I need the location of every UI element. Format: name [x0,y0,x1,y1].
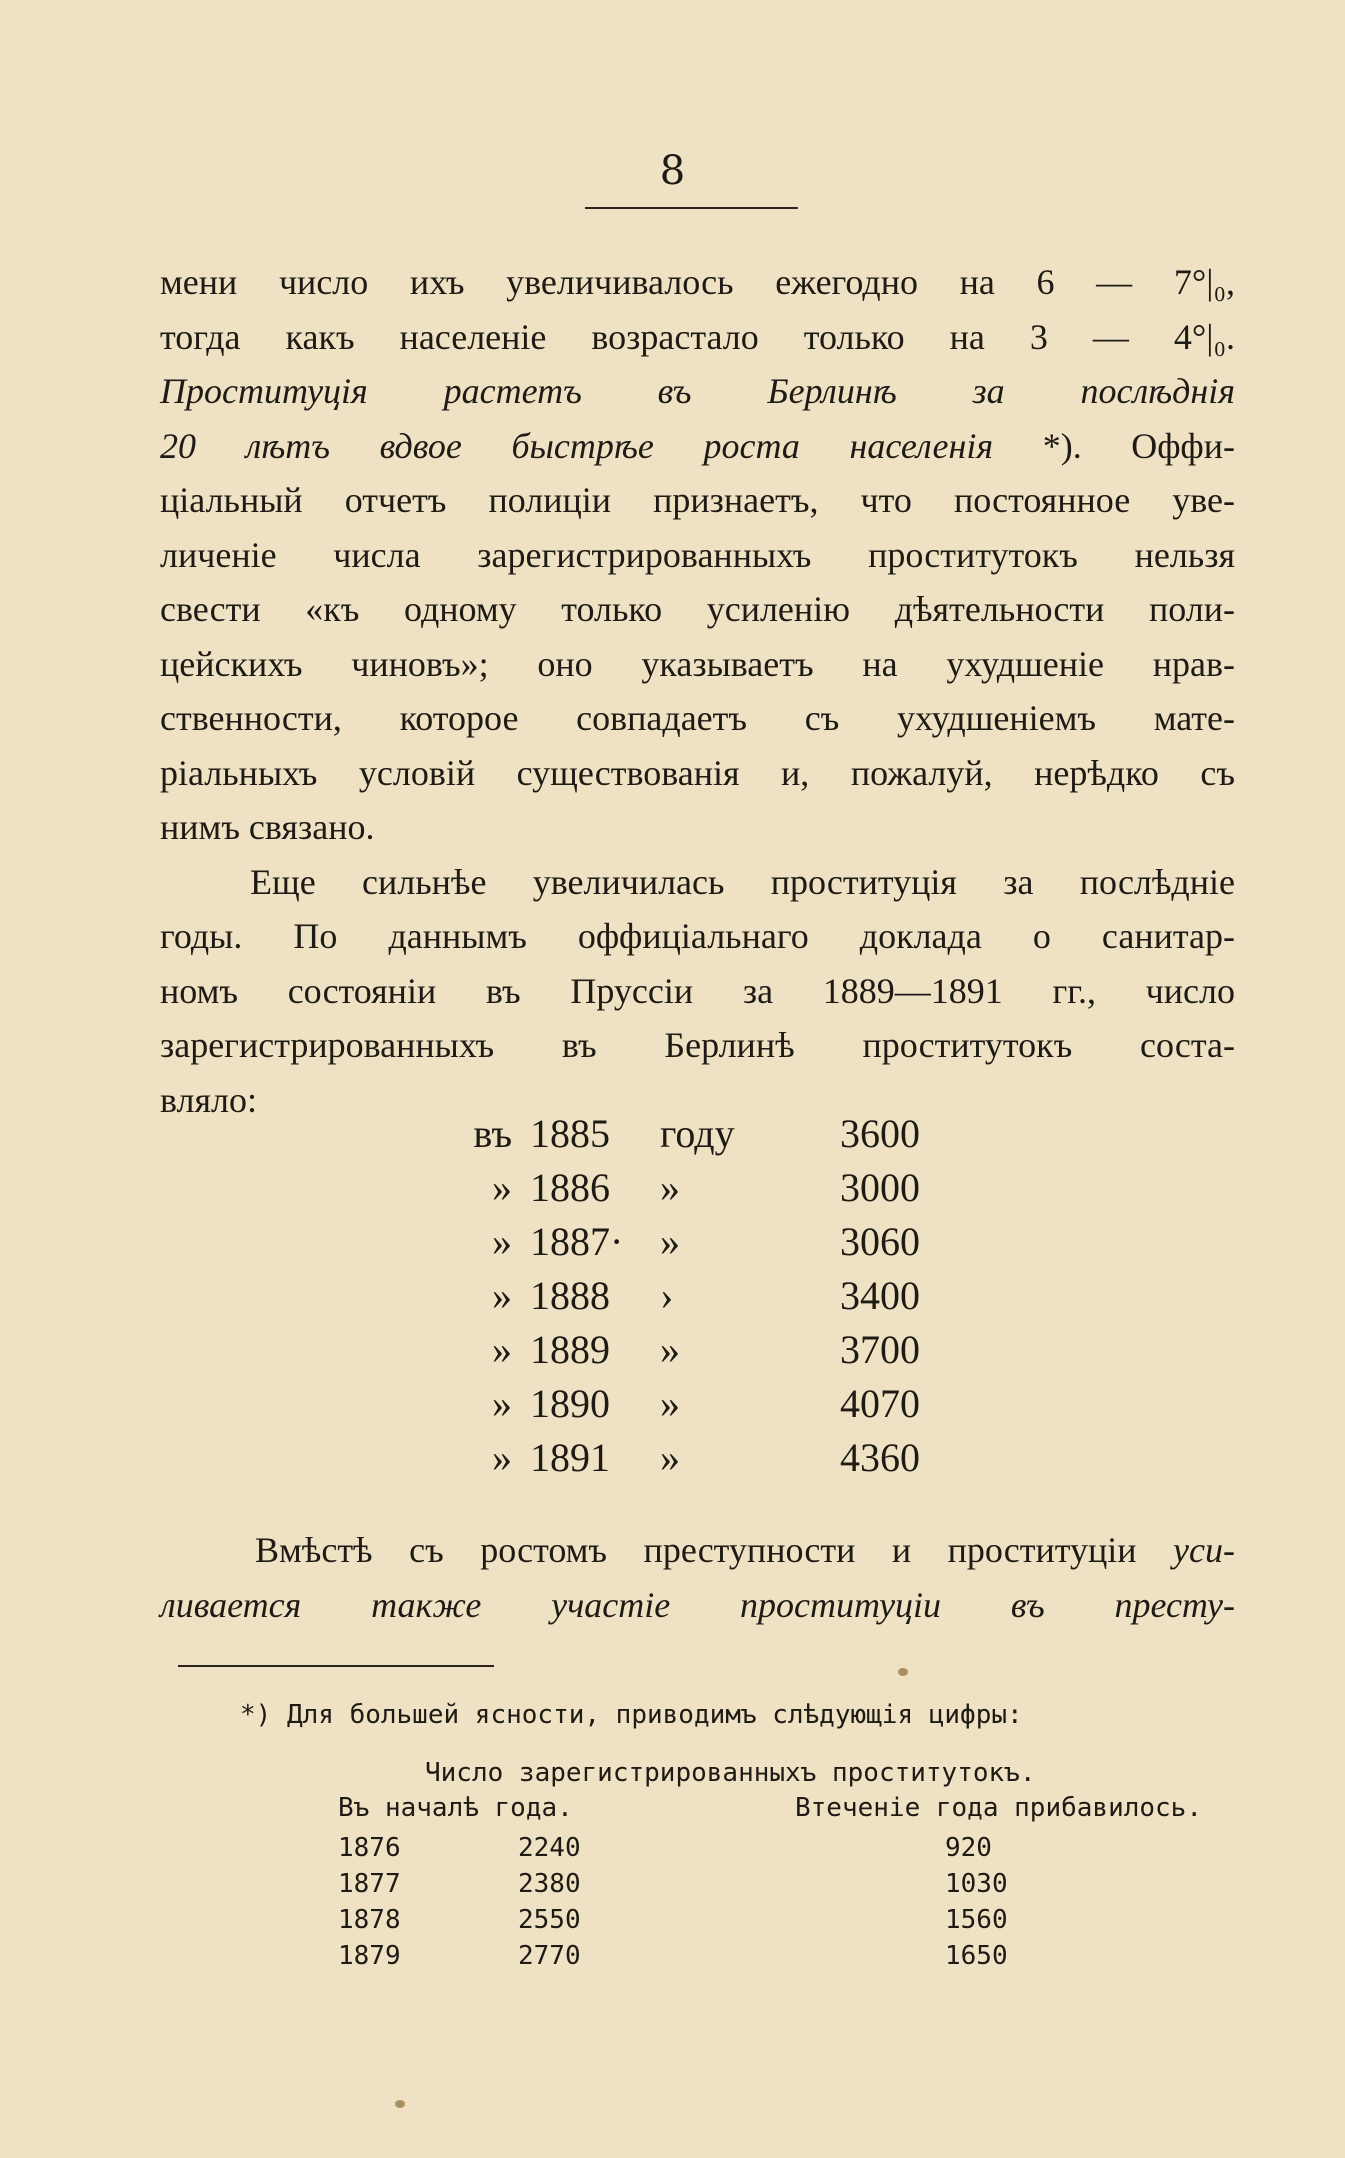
stats-table [440,1110,960,1488]
stats-prefix: » [492,1165,512,1210]
footnote-start: 2240 [518,1833,581,1863]
stats-row [440,1110,960,1164]
text-line: ственности, которое совпадаетъ съ ухудшеніемъ мате- [160,698,1235,738]
stats-year: 1888 [530,1273,610,1318]
stats-row [440,1380,960,1434]
stats-value: 4070 [840,1381,920,1426]
footnote-row [0,1869,1345,1905]
footnote-row [0,1905,1345,1941]
header-rule [585,207,798,209]
footnote-row [0,1941,1345,1977]
stats-row [440,1218,960,1272]
stats-unit: » [660,1165,680,1210]
stats-year: 1887· [530,1219,624,1264]
paragraph-1 [160,255,1235,1127]
stats-year: 1886 [530,1165,610,1210]
stats-row [440,1164,960,1218]
paragraph-3 [160,1522,1235,1631]
text-line: нимъ связано. [160,807,375,847]
text-line: номъ состояніи въ Пруссіи за 1889—1891 гг., число [160,970,1235,1011]
paper-speck [898,1668,908,1676]
footnote-added: 1650 [945,1941,1008,1971]
footnote-col-added-header: Втеченіе года прибавилось. [795,1793,1202,1823]
stats-year: 1891 [530,1435,610,1480]
footnote-year: 1876 [338,1833,401,1863]
footnote-added: 1030 [945,1869,1008,1899]
footnote-row [0,1833,1345,1869]
footnote-year: 1877 [338,1869,401,1899]
footnote-added: 1560 [945,1905,1008,1935]
stats-row [440,1434,960,1488]
paper-speck [395,2100,405,2108]
footnote-col-start-header: Въ началѣ года. [338,1793,573,1823]
text-fragment: Вмѣстѣ съ ростомъ преступности и проституціи [255,1530,1174,1570]
text-line: годы. По даннымъ оффиціальнаго доклада о санитар- [160,916,1235,956]
footnote-caption: Число зарегистрированныхъ проститутокъ. [425,1758,1036,1788]
footnote-rule [178,1665,494,1667]
stats-value: 4360 [840,1435,920,1480]
footnote-intro: *) Для большей ясности, приводимъ слѣдующія цифры: [240,1700,1023,1730]
text-line: свести «къ одному только усиленію дѣятельности поли- [160,589,1235,629]
page-number: 8 [659,148,686,194]
stats-value: 3600 [840,1111,920,1156]
stats-year: 1890 [530,1381,610,1426]
stats-value: 3060 [840,1219,920,1264]
stats-unit: » [660,1327,680,1372]
text-line: цейскихъ чиновъ»; оно указываетъ на ухудшеніе нрав- [160,643,1235,684]
text-line: ціальный отчетъ полиціи признаетъ, что постоянное уве- [160,480,1235,520]
stats-year: 1885 [530,1111,610,1156]
footnote-added: 920 [945,1833,992,1863]
stats-prefix: » [492,1435,512,1480]
text-line: зарегистрированныхъ въ Берлинѣ проститутокъ соста- [160,1025,1235,1065]
stats-row [440,1272,960,1326]
stats-prefix: » [492,1273,512,1318]
text-line-italic: Проституція растетъ въ Берлинѣ за послѣднія [160,371,1235,411]
stats-value: 3700 [840,1327,920,1372]
stats-unit: » [660,1381,680,1426]
stats-prefix: въ [473,1111,512,1156]
text-line-mixed [160,419,1235,474]
text-fragment: *). Оффи- [993,425,1235,466]
footnote-start: 2380 [518,1869,581,1899]
stats-unit: › [660,1273,674,1318]
stats-prefix: » [492,1327,512,1372]
text-line-mixed [160,1522,1235,1577]
italic-fragment: 20 лѣтъ вдвое быстрѣе роста населенія [160,425,994,466]
paragraph-2-first-line: Еще сильнѣе увеличилась проституція за послѣдніе [250,861,1235,902]
stats-value: 3400 [840,1273,920,1318]
stats-prefix: » [492,1381,512,1426]
stats-year: 1889 [530,1327,610,1372]
footnote-year: 1879 [338,1941,401,1971]
stats-value: 3000 [840,1165,920,1210]
footnote-start: 2550 [518,1905,581,1935]
text-line: тогда какъ населеніе возрастало только на 3 — 4°|₀. [160,316,1235,357]
italic-fragment: уси- [1173,1530,1235,1570]
footnote-year: 1878 [338,1905,401,1935]
text-line: мени число ихъ увеличивалось ежегодно на 6 — 7°|₀, [160,262,1235,302]
footnote-start: 2770 [518,1941,581,1971]
text-line-italic: ливается также участіе проституціи въ престу- [160,1584,1235,1625]
stats-prefix: » [492,1219,512,1264]
stats-unit: году [660,1111,735,1156]
stats-unit: » [660,1219,680,1264]
text-line: личеніе числа зарегистрированныхъ проститутокъ нельзя [160,534,1235,575]
text-line: вляло: [160,1079,258,1120]
stats-row [440,1326,960,1380]
text-line: ріальныхъ условій существованія и, пожалуй, нерѣдко съ [160,752,1235,793]
stats-unit: » [660,1435,680,1480]
